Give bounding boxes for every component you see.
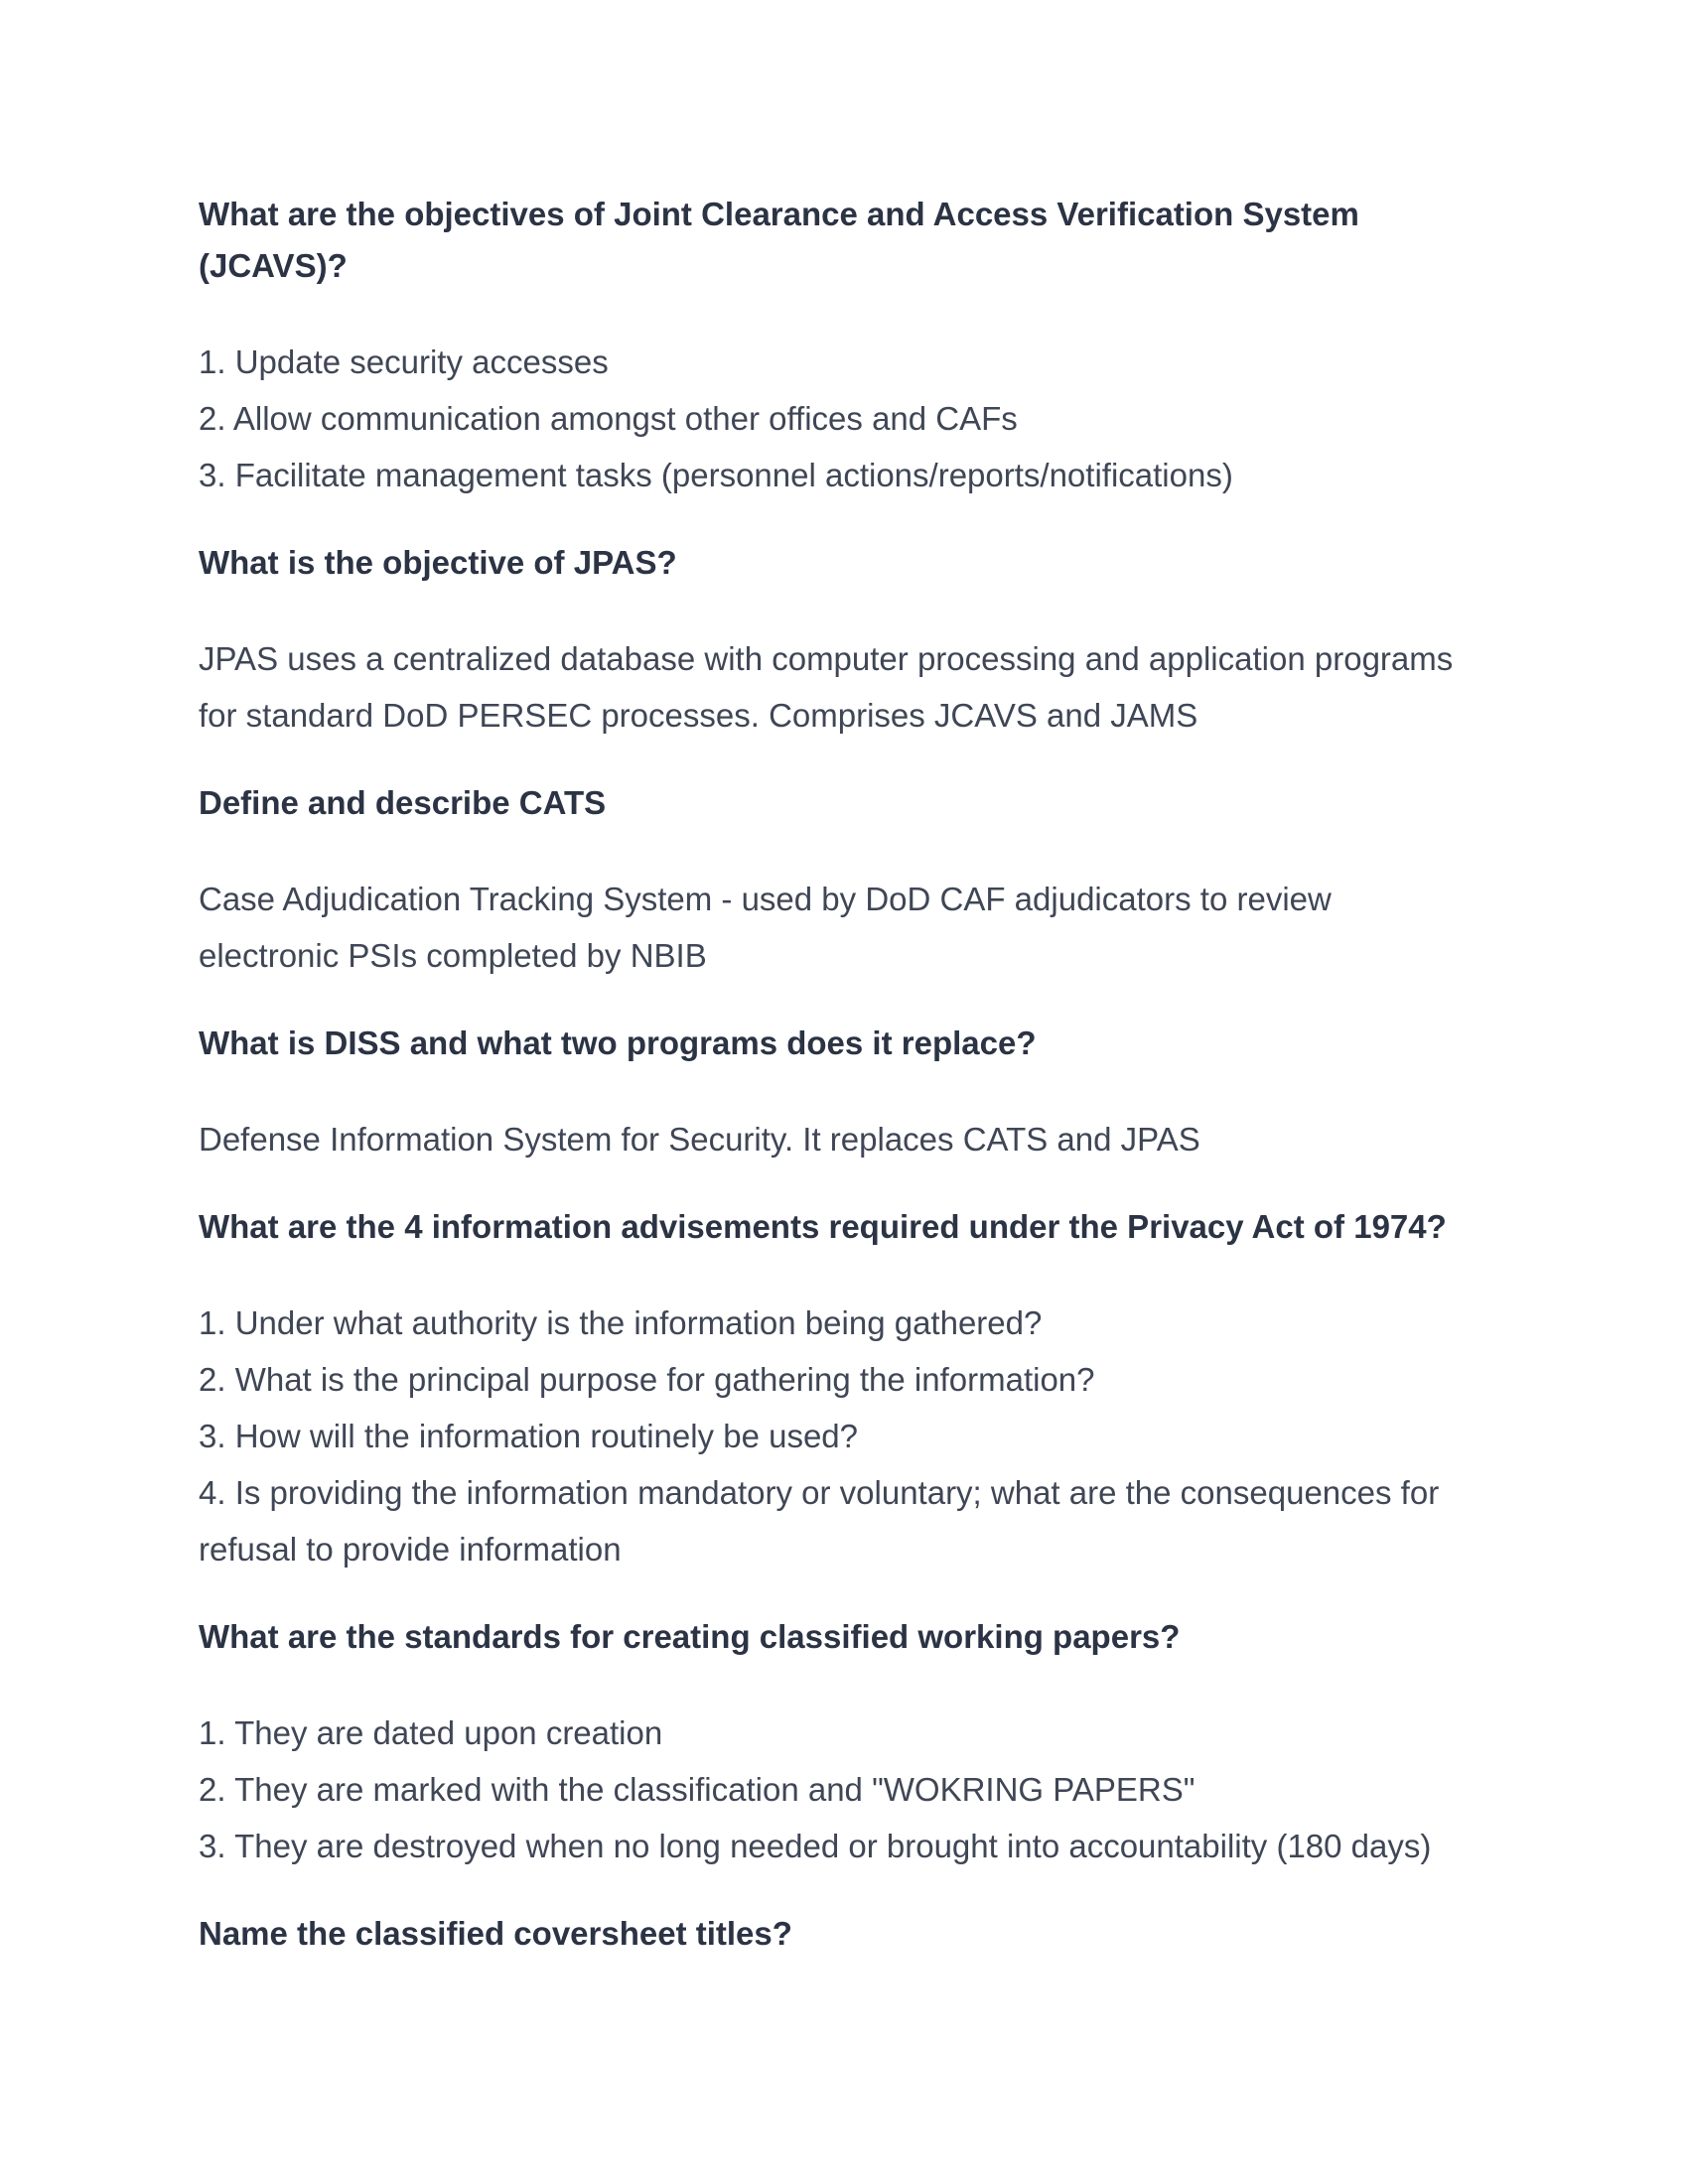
- answer-block: [199, 1705, 1472, 1874]
- answer-line: 2. Allow communication amongst other offices and CAFs: [199, 400, 1018, 437]
- qa-section: [199, 1018, 1472, 1167]
- answer-line: Defense Information System for Security. It replaces CATS and JPAS: [199, 1121, 1200, 1158]
- answer-line: Case Adjudication Tracking System - used by DoD CAF adjudicators to review electronic PSIs completed by NBIB: [199, 881, 1332, 974]
- answer-line: 3. Facilitate management tasks (personnel actions/reports/notifications): [199, 457, 1233, 493]
- answer-block: [199, 871, 1472, 984]
- answer-line: 4. Is providing the information mandatory or voluntary; what are the consequences for refusal to provide information: [199, 1474, 1440, 1568]
- answer-line: 1. Under what authority is the information being gathered?: [199, 1304, 1043, 1341]
- question-heading: What are the 4 information advisements required under the Privacy Act of 1974?: [199, 1208, 1447, 1245]
- answer-line: 2. They are marked with the classification and "WOKRING PAPERS": [199, 1771, 1196, 1808]
- qa-section: [199, 189, 1472, 503]
- qa-section: [199, 1201, 1472, 1577]
- question-heading: Define and describe CATS: [199, 784, 607, 821]
- qa-section: [199, 777, 1472, 984]
- answer-block: [199, 1111, 1472, 1167]
- answer-line: JPAS uses a centralized database with computer processing and application programs for standard DoD PERSEC processes. Comprises JCAVS and JAMS: [199, 640, 1454, 734]
- qa-section: [199, 537, 1472, 744]
- answer-line: 3. They are destroyed when no long needed or brought into accountability (180 days): [199, 1828, 1432, 1864]
- answer-line: 1. They are dated upon creation: [199, 1714, 663, 1751]
- qa-section: [199, 1611, 1472, 1874]
- answer-line: 1. Update security accesses: [199, 343, 609, 380]
- answer-block: [199, 630, 1472, 744]
- question-heading: What is the objective of JPAS?: [199, 544, 677, 581]
- question-heading: Name the classified coversheet titles?: [199, 1915, 792, 1952]
- answer-line: 2. What is the principal purpose for gathering the information?: [199, 1361, 1095, 1398]
- answer-block: [199, 334, 1472, 503]
- answer-block: [199, 1295, 1472, 1577]
- answer-line: 3. How will the information routinely be used?: [199, 1418, 859, 1454]
- question-heading: What are the objectives of Joint Clearance and Access Verification System (JCAVS)?: [199, 196, 1359, 284]
- qa-section: [199, 1908, 1472, 1960]
- question-heading: What is DISS and what two programs does it replace?: [199, 1024, 1037, 1061]
- question-heading: What are the standards for creating classified working papers?: [199, 1618, 1181, 1655]
